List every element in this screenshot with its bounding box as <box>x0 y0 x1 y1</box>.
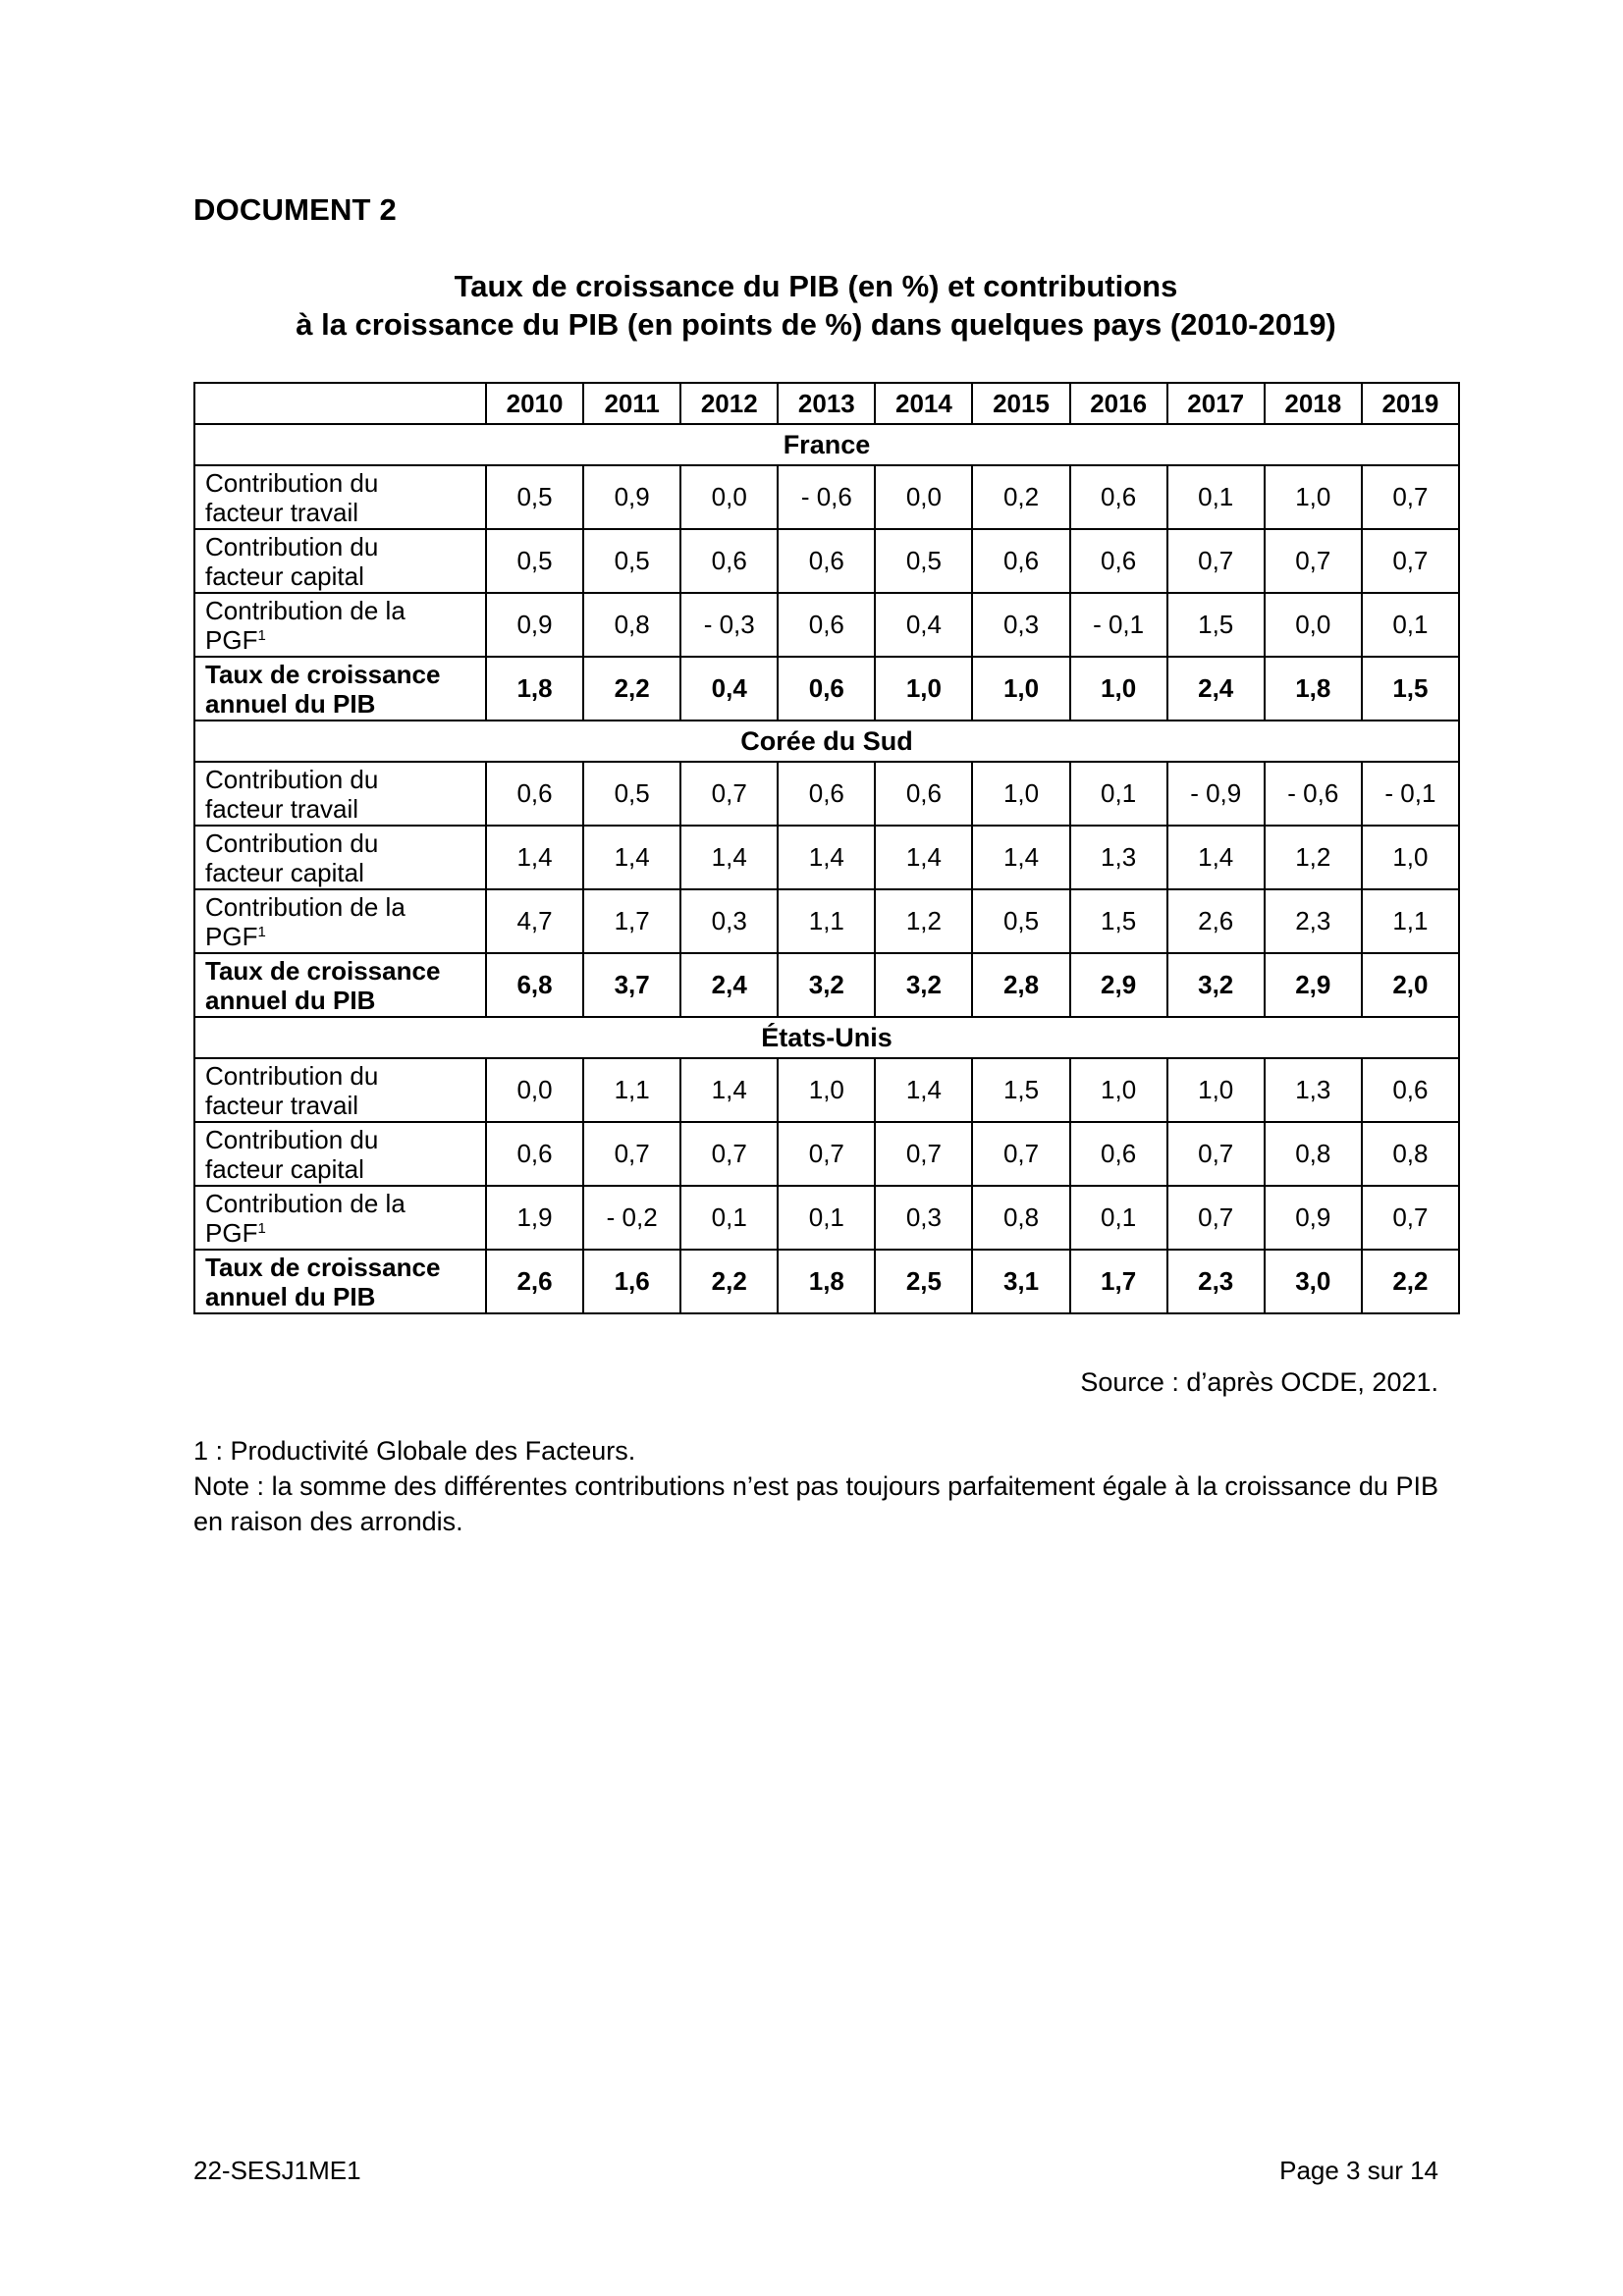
value-cell-2012: 2,4 <box>680 953 778 1017</box>
value-cell-2014: 1,4 <box>875 1058 972 1122</box>
row-label <box>194 529 486 593</box>
value-cell-2014: 3,2 <box>875 953 972 1017</box>
row-label <box>194 1250 486 1313</box>
year-header-row <box>194 383 1459 424</box>
row-label-line-2-text: facteur capital <box>205 857 364 887</box>
country-heading: France <box>194 424 1459 465</box>
value-cell-2018: 0,8 <box>1265 1122 1362 1186</box>
value-cell-2010: 1,9 <box>486 1186 583 1250</box>
value-cell-2011: 2,2 <box>583 657 680 721</box>
value-cell-2017: - 0,9 <box>1167 762 1265 826</box>
value-cell-2014: 0,5 <box>875 529 972 593</box>
value-cell-2010: 0,0 <box>486 1058 583 1122</box>
country-row-etats-unis <box>194 1017 1459 1058</box>
table-row <box>194 1122 1459 1186</box>
row-label-line-2 <box>205 922 485 951</box>
value-cell-2015: 1,5 <box>972 1058 1069 1122</box>
row-label-line-1: Contribution du <box>205 828 379 858</box>
value-cell-2010: 1,4 <box>486 826 583 889</box>
value-cell-2019: 1,0 <box>1362 826 1459 889</box>
row-label-line-2-text: annuel du PIB <box>205 1281 376 1311</box>
value-cell-2016: 0,6 <box>1070 529 1167 593</box>
value-cell-2011: 1,6 <box>583 1250 680 1313</box>
row-label-line-1: Taux de croissance <box>205 659 441 689</box>
value-cell-2019: 1,5 <box>1362 657 1459 721</box>
value-cell-2013: 0,7 <box>778 1122 875 1186</box>
table-row <box>194 1250 1459 1313</box>
value-cell-2013: 3,2 <box>778 953 875 1017</box>
value-cell-2016: 2,9 <box>1070 953 1167 1017</box>
value-cell-2017: 1,0 <box>1167 1058 1265 1122</box>
row-label-line-2 <box>205 625 485 655</box>
row-label-line-2-text: PGF <box>205 1217 258 1248</box>
value-cell-2013: 1,0 <box>778 1058 875 1122</box>
row-label <box>194 1122 486 1186</box>
value-cell-2016: 0,6 <box>1070 1122 1167 1186</box>
table-row <box>194 826 1459 889</box>
value-cell-2017: 0,7 <box>1167 529 1265 593</box>
value-cell-2011: 1,7 <box>583 889 680 953</box>
value-cell-2014: 0,7 <box>875 1122 972 1186</box>
value-cell-2014: 0,3 <box>875 1186 972 1250</box>
value-cell-2015: 1,0 <box>972 657 1069 721</box>
value-cell-2015: 3,1 <box>972 1250 1069 1313</box>
value-cell-2014: 2,5 <box>875 1250 972 1313</box>
row-label-line-2-text: annuel du PIB <box>205 985 376 1015</box>
row-label-line-2 <box>205 689 485 719</box>
value-cell-2016: 1,3 <box>1070 826 1167 889</box>
value-cell-2015: 1,4 <box>972 826 1069 889</box>
value-cell-2017: 2,6 <box>1167 889 1265 953</box>
value-cell-2010: 0,5 <box>486 465 583 529</box>
table-row <box>194 593 1459 657</box>
value-cell-2010: 2,6 <box>486 1250 583 1313</box>
value-cell-2012: 0,1 <box>680 1186 778 1250</box>
rounding-note: Note : la somme des différentes contributions n’est pas toujours parfaitement égale à la croissance du PIB en raison des arrondis. <box>193 1471 1438 1536</box>
value-cell-2016: - 0,1 <box>1070 593 1167 657</box>
row-label <box>194 465 486 529</box>
value-cell-2018: 3,0 <box>1265 1250 1362 1313</box>
value-cell-2019: - 0,1 <box>1362 762 1459 826</box>
year-header-2014: 2014 <box>875 383 972 424</box>
value-cell-2013: 1,8 <box>778 1250 875 1313</box>
value-cell-2011: 0,9 <box>583 465 680 529</box>
value-cell-2010: 0,9 <box>486 593 583 657</box>
value-cell-2012: 0,4 <box>680 657 778 721</box>
row-label-line-2 <box>205 1218 485 1248</box>
value-cell-2017: 0,1 <box>1167 465 1265 529</box>
country-heading: États-Unis <box>194 1017 1459 1058</box>
row-label <box>194 762 486 826</box>
value-cell-2012: 1,4 <box>680 1058 778 1122</box>
value-cell-2015: 0,8 <box>972 1186 1069 1250</box>
value-cell-2017: 0,7 <box>1167 1122 1265 1186</box>
value-cell-2019: 0,7 <box>1362 529 1459 593</box>
value-cell-2013: 1,4 <box>778 826 875 889</box>
table-row <box>194 953 1459 1017</box>
year-header-2012: 2012 <box>680 383 778 424</box>
value-cell-2014: 0,6 <box>875 762 972 826</box>
value-cell-2015: 2,8 <box>972 953 1069 1017</box>
value-cell-2017: 0,7 <box>1167 1186 1265 1250</box>
value-cell-2012: 1,4 <box>680 826 778 889</box>
value-cell-2019: 0,7 <box>1362 465 1459 529</box>
value-cell-2018: 0,0 <box>1265 593 1362 657</box>
value-cell-2011: 1,1 <box>583 1058 680 1122</box>
value-cell-2010: 1,8 <box>486 657 583 721</box>
table-row <box>194 1058 1459 1122</box>
row-label-line-2-text: PGF <box>205 624 258 655</box>
value-cell-2013: 0,6 <box>778 762 875 826</box>
value-cell-2013: 0,1 <box>778 1186 875 1250</box>
row-label-line-2 <box>205 1154 485 1184</box>
row-label-line-1: Contribution de la <box>205 595 406 625</box>
value-cell-2018: 2,9 <box>1265 953 1362 1017</box>
value-cell-2018: 1,8 <box>1265 657 1362 721</box>
value-cell-2012: 0,6 <box>680 529 778 593</box>
value-cell-2011: 0,8 <box>583 593 680 657</box>
value-cell-2014: 1,4 <box>875 826 972 889</box>
value-cell-2016: 0,1 <box>1070 762 1167 826</box>
row-label-line-2 <box>205 986 485 1015</box>
value-cell-2012: 0,0 <box>680 465 778 529</box>
year-header-2013: 2013 <box>778 383 875 424</box>
value-cell-2012: 0,7 <box>680 762 778 826</box>
value-cell-2019: 2,0 <box>1362 953 1459 1017</box>
value-cell-2012: 0,7 <box>680 1122 778 1186</box>
row-label-line-2 <box>205 498 485 527</box>
value-cell-2011: - 0,2 <box>583 1186 680 1250</box>
year-header-2016: 2016 <box>1070 383 1167 424</box>
row-label-line-2-text: facteur travail <box>205 1090 359 1120</box>
row-label-line-2-text: facteur capital <box>205 1153 364 1184</box>
value-cell-2010: 0,6 <box>486 762 583 826</box>
source-note: Source : d’après OCDE, 2021. <box>1080 1367 1438 1397</box>
table-title <box>193 267 1438 344</box>
footnote-marker: 1 <box>257 923 266 940</box>
value-cell-2015: 0,3 <box>972 593 1069 657</box>
value-cell-2010: 6,8 <box>486 953 583 1017</box>
value-cell-2017: 3,2 <box>1167 953 1265 1017</box>
row-label-line-2-text: facteur capital <box>205 561 364 591</box>
notes-block <box>193 1433 1438 1539</box>
footnote-pgf: 1 : Productivité Globale des Facteurs. <box>193 1436 636 1466</box>
row-label-line-1: Taux de croissance <box>205 1252 441 1282</box>
value-cell-2019: 0,6 <box>1362 1058 1459 1122</box>
value-cell-2013: 0,6 <box>778 657 875 721</box>
row-label-line-2-text: PGF <box>205 921 258 951</box>
value-cell-2016: 1,7 <box>1070 1250 1167 1313</box>
row-label-line-2 <box>205 794 485 824</box>
header-blank-cell <box>194 383 486 424</box>
row-label-line-2-text: annuel du PIB <box>205 688 376 719</box>
value-cell-2010: 0,5 <box>486 529 583 593</box>
row-label-line-1: Contribution de la <box>205 1188 406 1218</box>
value-cell-2014: 0,4 <box>875 593 972 657</box>
row-label <box>194 1186 486 1250</box>
value-cell-2011: 0,5 <box>583 529 680 593</box>
table-row <box>194 529 1459 593</box>
row-label <box>194 889 486 953</box>
row-label-line-1: Taux de croissance <box>205 955 441 986</box>
row-label <box>194 1058 486 1122</box>
value-cell-2013: 0,6 <box>778 593 875 657</box>
row-label-line-1: Contribution de la <box>205 891 406 922</box>
table-row <box>194 1186 1459 1250</box>
row-label <box>194 593 486 657</box>
country-heading: Corée du Sud <box>194 721 1459 762</box>
value-cell-2019: 1,1 <box>1362 889 1459 953</box>
value-cell-2012: 0,3 <box>680 889 778 953</box>
value-cell-2019: 0,1 <box>1362 593 1459 657</box>
value-cell-2016: 1,0 <box>1070 657 1167 721</box>
row-label-line-1: Contribution du <box>205 467 379 498</box>
country-row-france <box>194 424 1459 465</box>
year-header-2015: 2015 <box>972 383 1069 424</box>
value-cell-2012: - 0,3 <box>680 593 778 657</box>
year-header-2018: 2018 <box>1265 383 1362 424</box>
page-number: Page 3 sur 14 <box>1279 2156 1438 2185</box>
value-cell-2017: 2,4 <box>1167 657 1265 721</box>
table-row <box>194 889 1459 953</box>
value-cell-2019: 2,2 <box>1362 1250 1459 1313</box>
table-row <box>194 465 1459 529</box>
value-cell-2018: 1,2 <box>1265 826 1362 889</box>
growth-contributions-table <box>193 382 1460 1314</box>
table-row <box>194 657 1459 721</box>
value-cell-2011: 3,7 <box>583 953 680 1017</box>
row-label <box>194 826 486 889</box>
value-cell-2014: 1,0 <box>875 657 972 721</box>
row-label <box>194 953 486 1017</box>
year-header-2017: 2017 <box>1167 383 1265 424</box>
value-cell-2018: 1,3 <box>1265 1058 1362 1122</box>
value-cell-2013: - 0,6 <box>778 465 875 529</box>
value-cell-2012: 2,2 <box>680 1250 778 1313</box>
value-cell-2016: 1,5 <box>1070 889 1167 953</box>
value-cell-2014: 1,2 <box>875 889 972 953</box>
value-cell-2018: 0,9 <box>1265 1186 1362 1250</box>
value-cell-2018: 2,3 <box>1265 889 1362 953</box>
row-label-line-2 <box>205 1091 485 1120</box>
value-cell-2015: 0,7 <box>972 1122 1069 1186</box>
row-label-line-2 <box>205 1282 485 1311</box>
exam-code: 22-SESJ1ME1 <box>193 2156 361 2185</box>
value-cell-2011: 0,7 <box>583 1122 680 1186</box>
value-cell-2017: 2,3 <box>1167 1250 1265 1313</box>
value-cell-2015: 0,6 <box>972 529 1069 593</box>
value-cell-2013: 1,1 <box>778 889 875 953</box>
row-label-line-2 <box>205 858 485 887</box>
row-label-line-1: Contribution du <box>205 1060 379 1091</box>
row-label-line-1: Contribution du <box>205 1124 379 1154</box>
value-cell-2018: - 0,6 <box>1265 762 1362 826</box>
title-line-1: Taux de croissance du PIB (en %) et contributions <box>454 269 1178 303</box>
value-cell-2010: 4,7 <box>486 889 583 953</box>
value-cell-2015: 0,2 <box>972 465 1069 529</box>
year-header-2011: 2011 <box>583 383 680 424</box>
document-label: DOCUMENT 2 <box>193 192 397 227</box>
value-cell-2016: 0,1 <box>1070 1186 1167 1250</box>
row-label-line-2-text: facteur travail <box>205 497 359 527</box>
row-label-line-1: Contribution du <box>205 764 379 794</box>
title-line-2: à la croissance du PIB (en points de %) dans quelques pays (2010-2019) <box>296 307 1336 342</box>
value-cell-2015: 0,5 <box>972 889 1069 953</box>
value-cell-2010: 0,6 <box>486 1122 583 1186</box>
value-cell-2017: 1,4 <box>1167 826 1265 889</box>
year-header-2019: 2019 <box>1362 383 1459 424</box>
row-label-line-2 <box>205 561 485 591</box>
value-cell-2015: 1,0 <box>972 762 1069 826</box>
value-cell-2019: 0,8 <box>1362 1122 1459 1186</box>
value-cell-2011: 0,5 <box>583 762 680 826</box>
value-cell-2017: 1,5 <box>1167 593 1265 657</box>
value-cell-2013: 0,6 <box>778 529 875 593</box>
value-cell-2018: 1,0 <box>1265 465 1362 529</box>
value-cell-2011: 1,4 <box>583 826 680 889</box>
value-cell-2019: 0,7 <box>1362 1186 1459 1250</box>
value-cell-2016: 0,6 <box>1070 465 1167 529</box>
value-cell-2016: 1,0 <box>1070 1058 1167 1122</box>
row-label-line-2-text: facteur travail <box>205 793 359 824</box>
country-row-coree-du-sud <box>194 721 1459 762</box>
value-cell-2014: 0,0 <box>875 465 972 529</box>
year-header-2010: 2010 <box>486 383 583 424</box>
table-row <box>194 762 1459 826</box>
row-label <box>194 657 486 721</box>
footnote-marker: 1 <box>257 626 266 644</box>
value-cell-2018: 0,7 <box>1265 529 1362 593</box>
row-label-line-1: Contribution du <box>205 531 379 561</box>
footnote-marker: 1 <box>257 1219 266 1237</box>
